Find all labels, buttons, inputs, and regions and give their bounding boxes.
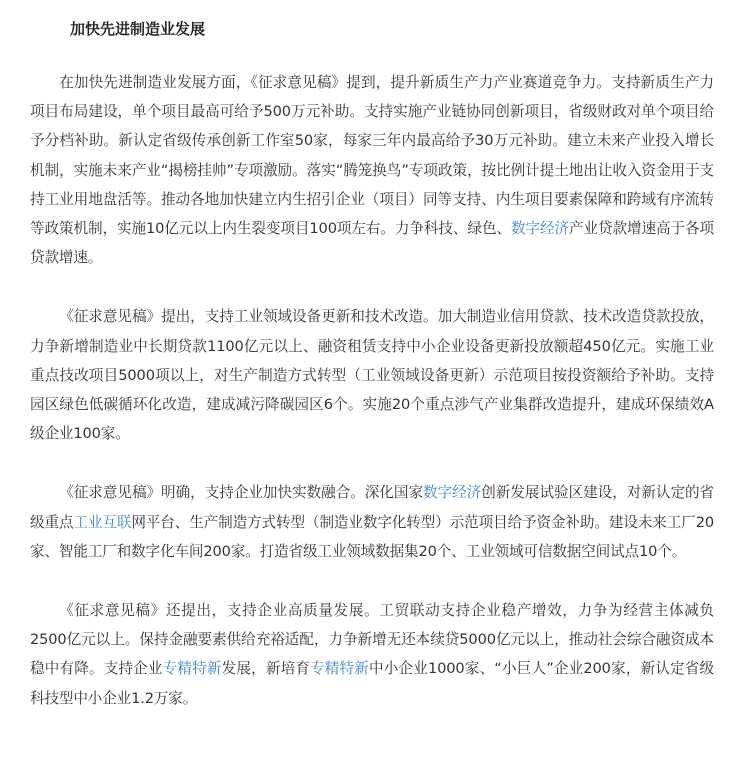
keyword-link[interactable]: 专精特新: [310, 660, 370, 678]
keyword-link[interactable]: 专精特新: [162, 660, 222, 678]
paragraph-text: 《征求意见稿》明确，支持企业加快实数融合。深化国家: [59, 484, 424, 502]
paragraph: [30, 596, 714, 713]
paragraph: [30, 68, 714, 272]
paragraph-text: 中小企业1000家、“小巨人”企业200家，新认定省级科技型中小企业1.2万家。: [30, 660, 714, 707]
paragraph-text: 在加快先进制造业发展方面，《征求意见稿》提到，提升新质生产力产业赛道竞争力。支持新质生产力项目布局建设，单个项目最高可给予500万元补助。支持实施产业链协同创新项目，省级财政对单个项目给予分档补助。新认定省级传承创新工作室50家，每家三年内最高给予30万元补助。建立未来产业投入增长机制，实施未来产业“揭榜挂帅”专项激励。落实“腾笼换鸟”专项政策，按比例计提土地出让收入资金用于支持工业用地盘活等。推动各地加快建立内生招引企业（项目）同等支持、内生项目要素保障和跨域有序流转等政策机制，实施10亿元以上内生裂变项目100项左右。力争科技、绿色、: [30, 74, 714, 238]
keyword-link[interactable]: 数字经济: [510, 220, 569, 238]
paragraph-text: 创新发展试验区建设，对新认定的省级重点: [30, 484, 714, 531]
keyword-link[interactable]: 数字经济: [423, 484, 482, 502]
article-heading: 加快先进制造业发展: [70, 20, 206, 38]
keyword-link[interactable]: 工业互联: [73, 513, 132, 531]
paragraph-text: 产业贷款增速高于各项贷款增速。: [30, 220, 714, 267]
paragraph-text: 《征求意见稿》还提出，支持企业高质量发展。工贸联动支持企业稳产增效，力争为经营主体减负2500亿元以上。保持金融要素供给充裕适配，力争新增无还本续贷5000亿元以上，推动社会综合融资成本稳中有降。支持企业: [30, 602, 714, 678]
paragraph-text: 网平台、生产制造方式转型（制造业数字化转型）示范项目给予资金补助。建设未来工厂20家、智能工厂和数字化车间200家。打造省级工业领域数据集20个、工业领域可信数据空间试点10个。: [30, 513, 714, 560]
paragraph: [30, 302, 714, 448]
paragraph-text: 《征求意见稿》提出，支持工业领域设备更新和技术改造。加大制造业信用贷款、技术改造贷款投放，力争新增制造业中长期贷款1100亿元以上、融资租赁支持中小企业设备更新投放额超450亿元。实施工业重点技改项目5000项以上，对生产制造方式转型（工业领域设备更新）示范项目按投资额给予补助。支持园区绿色低碳循环化改造，建成减污降碳园区6个。实施20个重点涉气产业集群改造提升，建成环保绩效A级企业100家。: [30, 308, 714, 443]
paragraph-text: 发展，新培育: [221, 660, 311, 678]
paragraph: [30, 478, 714, 566]
